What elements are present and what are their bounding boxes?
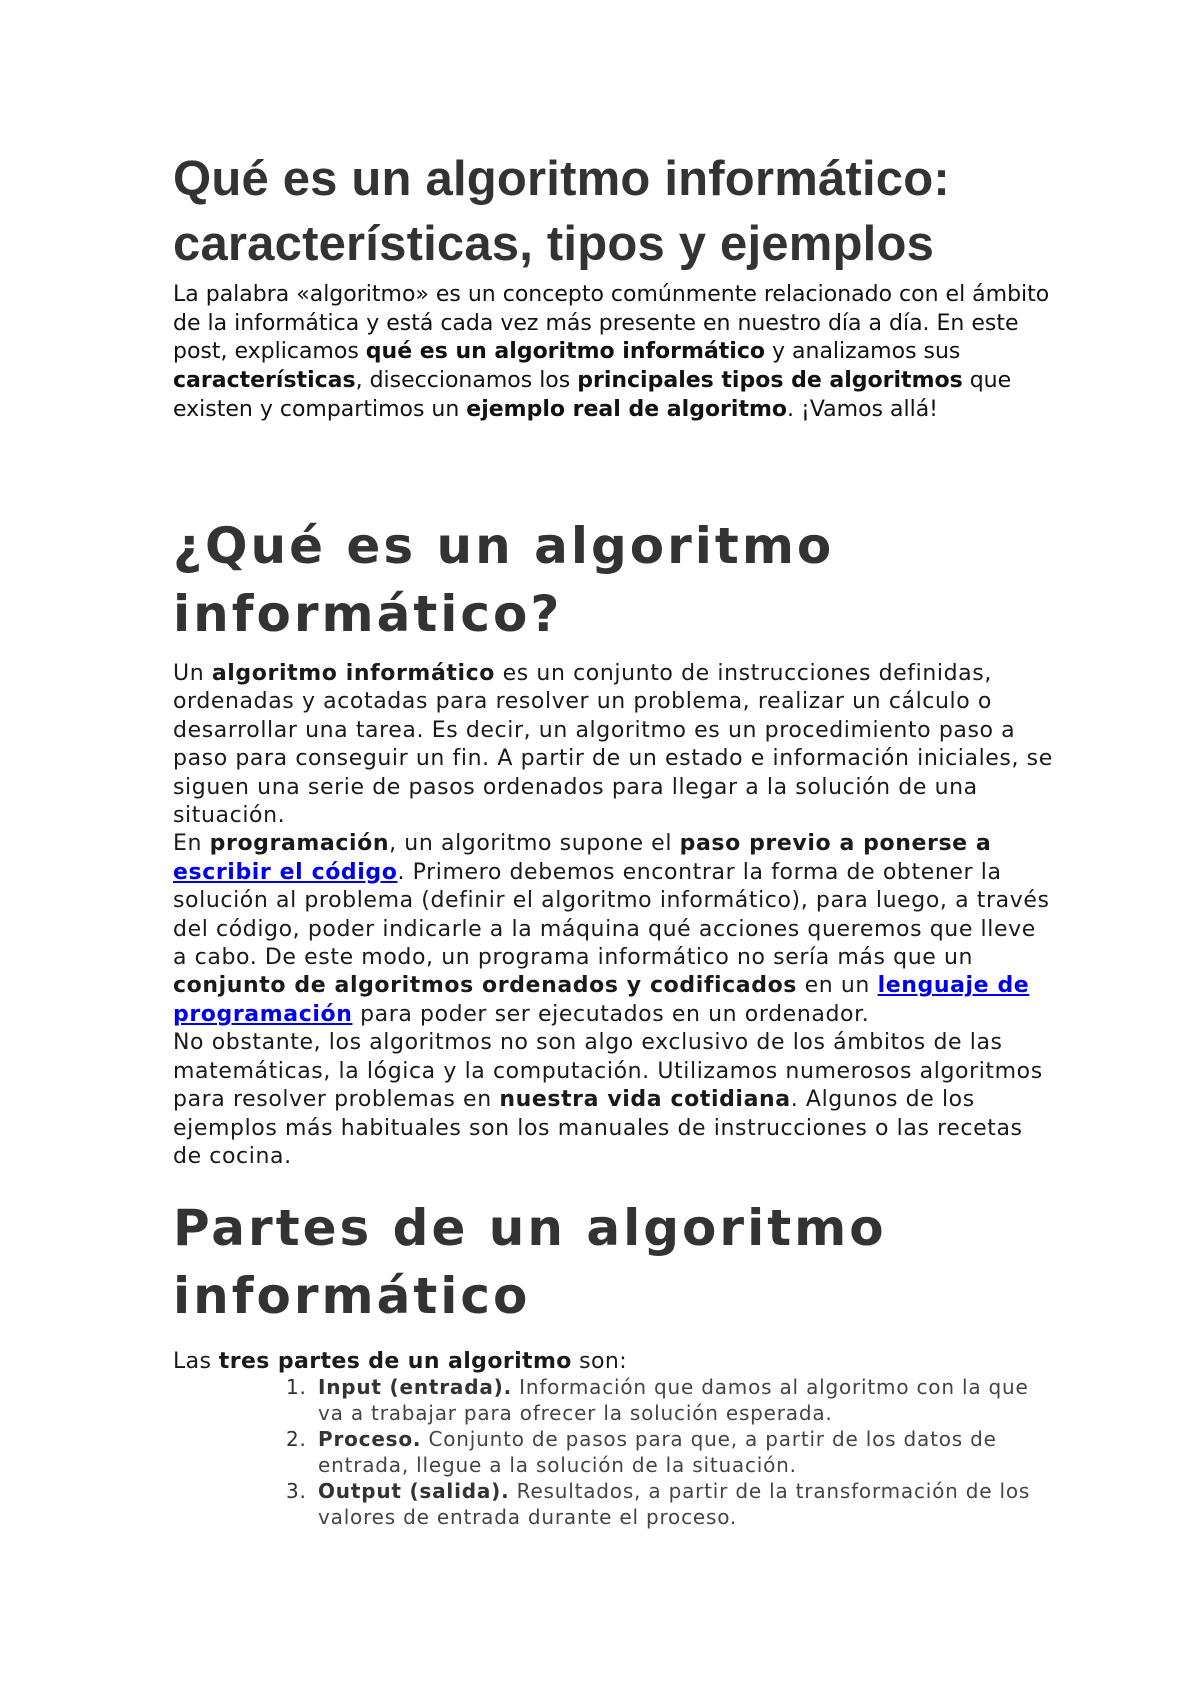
parts-lead [173, 1348, 1053, 1376]
body-bold: paso previo a ponerse a [679, 831, 992, 857]
list-term: Input (entrada). [318, 1375, 512, 1399]
body-text: En [173, 831, 210, 857]
body-text: No obstante, los algoritmos no son algo exclusivo de los ámbitos de las matemáticas, la lógica y la computación. Utilizamos numerosos algoritmos para resolver problemas en [173, 1030, 1043, 1113]
list-item [286, 1426, 1058, 1478]
list-desc: Resultados, a partir de la transformación de los valores de entrada durante el proceso. [318, 1479, 1031, 1529]
body-text: . Primero debemos encontrar la forma de obtener la solución al problema (definir el algoritmo informático), para luego, a través del código, poder indicarle a la máquina qué acciones queremos que lleve a cabo. De este modo, un programa informático no sería más que un [173, 859, 1050, 971]
body-paragraph [173, 660, 1053, 830]
list-term: Proceso. [318, 1427, 422, 1451]
list-item [286, 1374, 1058, 1426]
body-bold: conjunto de algoritmos ordenados y codificados [173, 973, 798, 999]
list-number: 3. [286, 1479, 307, 1503]
list-number: 1. [286, 1375, 307, 1399]
body-bold: nuestra vida cotidiana [499, 1087, 791, 1113]
lead-text: son: [571, 1349, 628, 1374]
body-text: es un conjunto de instrucciones definidas, ordenadas y acotadas para resolver un problema, realizar un cálculo o desarrollar una tarea. Es decir, un algoritmo es un procedimiento paso a paso para conseguir un fin. A partir de un estado e información iniciales, se siguen una serie de pasos ordenados para llegar a la solución de una situación. [173, 661, 1053, 829]
body-text: , un algoritmo supone el [389, 831, 680, 857]
body-text: para poder ser ejecutados en un ordenador. [352, 1001, 870, 1027]
intro-text: . ¡Vamos allá! [787, 396, 938, 422]
body-bold: algoritmo informático [211, 661, 496, 686]
list-number: 2. [286, 1427, 307, 1451]
body-text: . Algunos de los ejemplos más habituales son los manuales de instrucciones o las recetas de cocina. [173, 1087, 1023, 1169]
intro-bold: ejemplo real de algoritmo [466, 396, 788, 422]
page-title: Qué es un algoritmo informático: características, tipos y ejemplos [173, 152, 950, 271]
parts-list [286, 1374, 1058, 1530]
list-desc: Conjunto de pasos para que, a partir de los datos de entrada, llegue a la solución de la situación. [318, 1427, 997, 1477]
intro-paragraph [173, 281, 1053, 425]
link-lenguaje-programacion[interactable]: lenguaje de programación [173, 973, 1030, 1027]
section-body-what-is [173, 660, 1053, 1171]
body-text: en un [797, 973, 878, 999]
body-bold: programación [209, 831, 390, 857]
body-paragraph [173, 1029, 1053, 1171]
link-escribir-codigo[interactable]: escribir el código [173, 859, 398, 885]
section-heading-what-is: ¿Qué es un algoritmo informático? [173, 517, 835, 643]
intro-text: La palabra «algoritmo» es un concepto comúnmente relacionado con el ámbito de la informática y está cada vez más presente en nuestro día a día. En este post, explicamos [173, 282, 1050, 365]
list-term: Output (salida). [318, 1479, 510, 1503]
intro-text: que existen y compartimos un [173, 368, 1012, 422]
intro-text: y analizamos sus [765, 339, 961, 365]
lead-bold: tres partes de un algoritmo [218, 1349, 572, 1374]
intro-bold: características [173, 368, 356, 394]
intro-bold: qué es un algoritmo informático [365, 339, 766, 365]
body-text: Un [173, 661, 212, 686]
list-item [286, 1478, 1058, 1530]
intro-bold: principales tipos de algoritmos [577, 368, 963, 394]
list-desc: Información que damos al algoritmo con la que va a trabajar para ofrecer la solución esperada. [318, 1375, 1029, 1425]
body-paragraph [173, 830, 1053, 1029]
section-heading-parts: Partes de un algoritmo informático [173, 1199, 887, 1325]
intro-text: , diseccionamos los [355, 368, 578, 394]
lead-text: Las [173, 1349, 219, 1374]
